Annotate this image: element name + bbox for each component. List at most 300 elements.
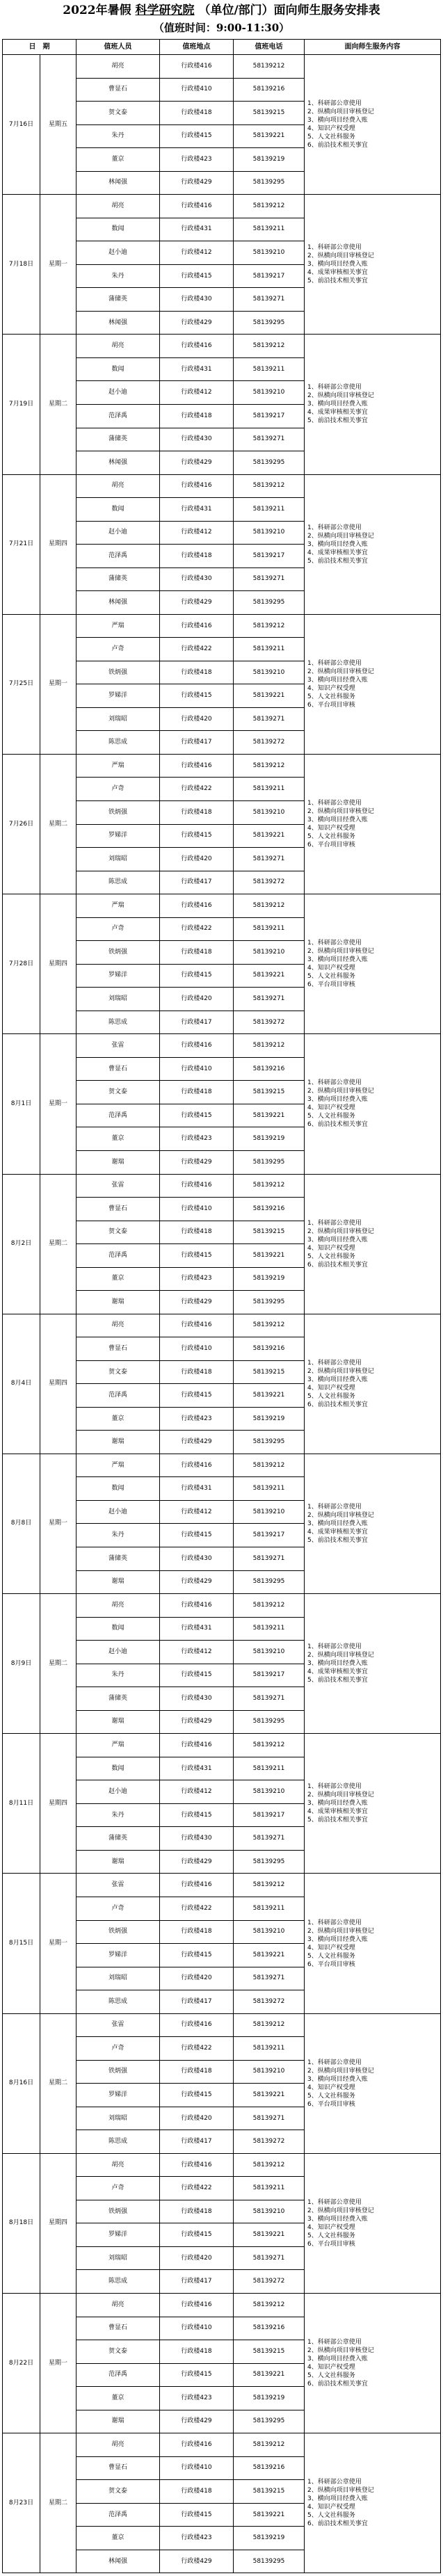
staff-name-cell: 赵小迪	[76, 241, 160, 265]
phone-cell: 58139215	[234, 1221, 305, 1244]
location-cell: 行政楼417	[160, 1011, 234, 1034]
weekday-cell: 星期一	[40, 1034, 76, 1174]
staff-name-cell: 贺文泰	[76, 2480, 160, 2504]
phone-cell: 58139221	[234, 1944, 305, 1967]
phone-cell: 58139271	[234, 1827, 305, 1851]
phone-cell: 58139271	[234, 2107, 305, 2130]
staff-name-cell: 贺文泰	[76, 1081, 160, 1104]
location-cell: 行政楼431	[160, 357, 234, 381]
location-cell: 行政楼416	[160, 474, 234, 498]
location-cell: 行政楼416	[160, 195, 234, 218]
location-cell: 行政楼417	[160, 2270, 234, 2294]
weekday-cell: 星期二	[40, 2433, 76, 2573]
phone-cell: 58139217	[234, 545, 305, 568]
phone-cell: 58139211	[234, 1617, 305, 1641]
services-cell	[305, 2153, 441, 2293]
service-item: 3、横向项目经费入账	[307, 261, 368, 268]
location-cell: 行政楼429	[160, 311, 234, 335]
phone-cell: 58139219	[234, 1267, 305, 1291]
staff-name-cell: 朱丹	[76, 1524, 160, 1547]
phone-cell: 58139271	[234, 1967, 305, 1990]
service-item: 5、人文社科服务	[307, 1113, 355, 1120]
phone-cell: 58139295	[234, 171, 305, 195]
service-item: 3、横向项目经费入账	[307, 2075, 368, 2083]
staff-name-cell: 严瑞	[76, 614, 160, 638]
service-item: 4、知识产权受理	[307, 2223, 355, 2231]
location-cell: 行政楼415	[160, 1944, 234, 1967]
location-cell: 行政楼415	[160, 684, 234, 708]
phone-cell: 58139212	[234, 2013, 305, 2037]
location-cell: 行政楼422	[160, 2037, 234, 2061]
date-cell: 7月18日	[3, 195, 40, 335]
weekday-cell: 星期四	[40, 1734, 76, 1874]
phone-cell: 58139221	[234, 824, 305, 848]
date-cell: 8月4日	[3, 1314, 40, 1454]
staff-name-cell: 罗娣洋	[76, 2084, 160, 2107]
weekday-cell: 星期一	[40, 1454, 76, 1593]
service-item: 5、人文社科服务	[307, 693, 355, 700]
staff-name-cell: 罗娣洋	[76, 1944, 160, 1967]
header-location: 值班地点	[160, 40, 234, 55]
location-cell: 行政楼418	[160, 2340, 234, 2364]
service-item: 6、平台项目审核	[307, 2100, 355, 2108]
date-cell: 8月16日	[3, 2013, 40, 2153]
phone-cell: 58139211	[234, 218, 305, 241]
staff-name-cell: 铁炳强	[76, 801, 160, 825]
service-item: 5、前沿技术相关事宜	[307, 1536, 368, 1544]
staff-name-cell: 卢奇	[76, 638, 160, 661]
service-item: 1、科研部公章使用	[307, 800, 362, 807]
location-cell: 行政楼420	[160, 1967, 234, 1990]
phone-cell: 58139219	[234, 148, 305, 172]
staff-name-cell: 陈思成	[76, 2130, 160, 2154]
location-cell: 行政楼430	[160, 1547, 234, 1571]
service-item: 3、横向项目经费入账	[307, 1520, 368, 1527]
phone-cell: 58139219	[234, 2387, 305, 2410]
location-cell: 行政楼416	[160, 754, 234, 778]
location-cell: 行政楼410	[160, 1337, 234, 1361]
service-item: 3、横向项目经费入账	[307, 956, 368, 964]
staff-name-cell: 铁炳强	[76, 2060, 160, 2084]
staff-name-cell: 卢奇	[76, 2177, 160, 2200]
phone-cell: 58139216	[234, 78, 305, 102]
location-cell: 行政楼423	[160, 1127, 234, 1151]
location-cell: 行政楼430	[160, 288, 234, 312]
phone-cell: 58139295	[234, 311, 305, 335]
location-cell: 行政楼423	[160, 2387, 234, 2410]
service-item: 2、纵横向项目审核登记	[307, 668, 374, 675]
phone-cell: 58139215	[234, 1081, 305, 1104]
phone-cell: 58139221	[234, 1104, 305, 1127]
location-cell: 行政楼410	[160, 1198, 234, 1221]
phone-cell: 58139211	[234, 2177, 305, 2200]
phone-cell: 58139215	[234, 2340, 305, 2364]
phone-cell: 58139215	[234, 2480, 305, 2504]
services-cell	[305, 335, 441, 474]
location-cell: 行政楼416	[160, 1034, 234, 1058]
table-row	[3, 1874, 441, 1897]
staff-name-cell: 董京	[76, 1127, 160, 1151]
location-cell: 行政楼418	[160, 1081, 234, 1104]
service-item: 4、知识产权受理	[307, 965, 355, 972]
location-cell: 行政楼415	[160, 2363, 234, 2387]
service-item: 6、平台项目审核	[307, 2240, 355, 2248]
service-item: 3、横向项目经费入账	[307, 1660, 368, 1668]
location-cell: 行政楼420	[160, 988, 234, 1011]
service-item: 3、横向项目经费入账	[307, 1376, 368, 1383]
location-cell: 行政楼420	[160, 2107, 234, 2130]
service-item: 5、前沿技术相关事宜	[307, 417, 368, 425]
phone-cell: 58139211	[234, 778, 305, 801]
date-cell: 8月11日	[3, 1734, 40, 1874]
phone-cell: 58139210	[234, 1920, 305, 1944]
service-item: 1、科研部公章使用	[307, 1219, 362, 1227]
services-cell	[305, 754, 441, 894]
service-item: 6、前沿技术相关事宜	[307, 142, 368, 150]
staff-name-cell: 蒲储英	[76, 288, 160, 312]
staff-name-cell: 曹显石	[76, 78, 160, 102]
location-cell: 行政楼416	[160, 2153, 234, 2177]
location-cell: 行政楼422	[160, 917, 234, 941]
weekday-cell: 星期二	[40, 754, 76, 894]
weekday-cell: 星期二	[40, 1174, 76, 1314]
staff-name-cell: 数闻	[76, 1757, 160, 1780]
location-cell: 行政楼418	[160, 801, 234, 825]
service-item: 6、前沿技术相关事宜	[307, 1261, 368, 1269]
phone-cell: 58139212	[234, 1454, 305, 1477]
service-item: 4、知识产权受理	[307, 825, 355, 832]
phone-cell: 58139221	[234, 684, 305, 708]
staff-name-cell: 胡亮	[76, 55, 160, 79]
staff-name-cell: 贺文泰	[76, 1360, 160, 1384]
schedule-table	[2, 39, 441, 2573]
staff-name-cell: 铁炳强	[76, 1920, 160, 1944]
table-row	[3, 614, 441, 638]
service-item: 1、科研部公章使用	[307, 100, 362, 108]
service-item: 4、知识产权受理	[307, 125, 355, 133]
location-cell: 行政楼431	[160, 1477, 234, 1501]
service-item: 2、纵横向项目审核登记	[307, 532, 374, 540]
phone-cell: 58139211	[234, 917, 305, 941]
date-cell: 7月19日	[3, 335, 40, 474]
service-item: 2、纵横向项目审核登记	[307, 1511, 374, 1519]
staff-name-cell: 贺文泰	[76, 1221, 160, 1244]
staff-name-cell: 胡亮	[76, 335, 160, 358]
service-item: 1、科研部公章使用	[307, 2339, 362, 2346]
services-cell	[305, 55, 441, 195]
location-cell: 行政楼431	[160, 1757, 234, 1780]
phone-cell: 58139272	[234, 1011, 305, 1034]
phone-cell: 58139295	[234, 1850, 305, 1874]
service-item: 2、纵横向项目审核登记	[307, 1227, 374, 1235]
service-item: 4、知识产权受理	[307, 1944, 355, 1951]
table-row	[3, 2013, 441, 2037]
table-header-row	[3, 40, 441, 55]
staff-name-cell: 蒲储英	[76, 1827, 160, 1851]
location-cell: 行政楼416	[160, 55, 234, 79]
phone-cell: 58139216	[234, 2317, 305, 2340]
phone-cell: 58139211	[234, 1897, 305, 1920]
service-item: 2、纵横向项目审核登记	[307, 1927, 374, 1935]
location-cell: 行政楼431	[160, 498, 234, 522]
header-phone: 值班电话	[234, 40, 305, 55]
phone-cell: 58139295	[234, 1570, 305, 1594]
location-cell: 行政楼418	[160, 545, 234, 568]
phone-cell: 58139295	[234, 2410, 305, 2433]
services-cell	[305, 195, 441, 335]
location-cell: 行政楼417	[160, 731, 234, 755]
service-item: 3、横向项目经费入账	[307, 117, 368, 124]
phone-cell: 58139295	[234, 1291, 305, 1314]
services-cell	[305, 1314, 441, 1454]
phone-cell: 58139272	[234, 1990, 305, 2014]
service-item: 5、人文社科服务	[307, 1952, 355, 1960]
location-cell: 行政楼429	[160, 2550, 234, 2573]
service-item: 1、科研部公章使用	[307, 524, 362, 531]
service-item: 3、横向项目经费入账	[307, 2215, 368, 2223]
phone-cell: 58139271	[234, 707, 305, 731]
staff-name-cell: 蒲储英	[76, 1687, 160, 1711]
location-cell: 行政楼423	[160, 148, 234, 172]
location-cell: 行政楼429	[160, 591, 234, 615]
location-cell: 行政楼415	[160, 1384, 234, 1408]
staff-name-cell: 谢瑞	[76, 1850, 160, 1874]
service-item: 4、成果审核相关事宜	[307, 549, 368, 556]
service-item: 2、纵横向项目审核登记	[307, 108, 374, 116]
staff-name-cell: 蒲储英	[76, 567, 160, 591]
location-cell: 行政楼418	[160, 102, 234, 125]
staff-name-cell: 胡亮	[76, 1314, 160, 1337]
services-cell	[305, 2013, 441, 2153]
phone-cell: 58139295	[234, 1431, 305, 1454]
staff-name-cell: 刘瑞昭	[76, 707, 160, 731]
service-item: 5、人文社科服务	[307, 2372, 355, 2380]
staff-name-cell: 罗娣洋	[76, 964, 160, 988]
staff-name-cell: 刘瑞昭	[76, 2107, 160, 2130]
staff-name-cell: 陈思成	[76, 1990, 160, 2014]
date-cell: 8月18日	[3, 2153, 40, 2293]
service-item: 5、前沿技术相关事宜	[307, 1817, 368, 1824]
service-item: 1、科研部公章使用	[307, 1503, 362, 1511]
phone-cell: 58139210	[234, 381, 305, 405]
weekday-cell: 星期一	[40, 1874, 76, 2013]
location-cell: 行政楼415	[160, 2223, 234, 2247]
staff-name-cell: 胡亮	[76, 1594, 160, 1618]
phone-cell: 58139212	[234, 1734, 305, 1757]
weekday-cell: 星期二	[40, 335, 76, 474]
table-row	[3, 1734, 441, 1757]
location-cell: 行政楼430	[160, 567, 234, 591]
staff-name-cell: 赵小迪	[76, 1780, 160, 1804]
staff-name-cell: 范泽禹	[76, 1384, 160, 1408]
staff-name-cell: 谢瑞	[76, 2410, 160, 2433]
phone-cell: 58139271	[234, 288, 305, 312]
title-unit: 科学研究院	[135, 3, 195, 17]
table-body	[3, 55, 441, 2573]
table-row	[3, 2294, 441, 2317]
location-cell: 行政楼410	[160, 78, 234, 102]
location-cell: 行政楼423	[160, 1407, 234, 1431]
table-row	[3, 754, 441, 778]
location-cell: 行政楼416	[160, 2294, 234, 2317]
table-row	[3, 55, 441, 79]
services-cell	[305, 2433, 441, 2573]
location-cell: 行政楼416	[160, 2433, 234, 2457]
service-item: 1、科研部公章使用	[307, 1079, 362, 1087]
staff-name-cell: 范泽禹	[76, 404, 160, 428]
location-cell: 行政楼422	[160, 778, 234, 801]
weekday-cell: 星期二	[40, 1594, 76, 1734]
phone-cell: 58139221	[234, 1384, 305, 1408]
staff-name-cell: 胡亮	[76, 474, 160, 498]
location-cell: 行政楼429	[160, 171, 234, 195]
staff-name-cell: 罗娣洋	[76, 684, 160, 708]
phone-cell: 58139272	[234, 2270, 305, 2294]
service-item: 4、知识产权受理	[307, 2084, 355, 2091]
duty-time: （值班时间：9:00-11:30）	[153, 22, 290, 34]
phone-cell: 58139271	[234, 988, 305, 1011]
date-cell: 7月16日	[3, 55, 40, 195]
location-cell: 行政楼412	[160, 1780, 234, 1804]
service-item: 4、成果审核相关事宜	[307, 409, 368, 417]
service-item: 3、横向项目经费入账	[307, 816, 368, 824]
phone-cell: 58139210	[234, 2060, 305, 2084]
location-cell: 行政楼415	[160, 1104, 234, 1127]
location-cell: 行政楼418	[160, 1920, 234, 1944]
service-item: 4、知识产权受理	[307, 2504, 355, 2511]
location-cell: 行政楼430	[160, 1827, 234, 1851]
staff-name-cell: 卢奇	[76, 778, 160, 801]
phone-cell: 58139212	[234, 1874, 305, 1897]
location-cell: 行政楼416	[160, 1874, 234, 1897]
location-cell: 行政楼416	[160, 1734, 234, 1757]
service-item: 3、横向项目经费入账	[307, 676, 368, 684]
service-item: 2、纵横向项目审核登记	[307, 2487, 374, 2495]
staff-name-cell: 胡亮	[76, 2294, 160, 2317]
table-row	[3, 335, 441, 358]
location-cell: 行政楼420	[160, 707, 234, 731]
service-item: 5、人文社科服务	[307, 2092, 355, 2100]
service-item: 5、人文社科服务	[307, 973, 355, 981]
service-item: 5、人文社科服务	[307, 833, 355, 841]
location-cell: 行政楼410	[160, 1057, 234, 1081]
phone-cell: 58139212	[234, 1174, 305, 1198]
phone-cell: 58139216	[234, 1057, 305, 1081]
services-cell	[305, 1454, 441, 1593]
location-cell: 行政楼415	[160, 264, 234, 288]
service-item: 1、科研部公章使用	[307, 2479, 362, 2486]
date-cell: 7月28日	[3, 894, 40, 1034]
phone-cell: 58139212	[234, 335, 305, 358]
staff-name-cell: 刘瑞昭	[76, 988, 160, 1011]
staff-name-cell: 张雷	[76, 1034, 160, 1058]
staff-name-cell: 董京	[76, 2527, 160, 2550]
phone-cell: 58139211	[234, 1757, 305, 1780]
service-item: 4、知识产权受理	[307, 1244, 355, 1252]
location-cell: 行政楼416	[160, 1174, 234, 1198]
staff-name-cell: 刘瑞昭	[76, 848, 160, 871]
staff-name-cell: 曹显石	[76, 2317, 160, 2340]
weekday-cell: 星期四	[40, 2153, 76, 2293]
service-item: 1、科研部公章使用	[307, 1359, 362, 1367]
location-cell: 行政楼430	[160, 1687, 234, 1711]
service-item: 4、知识产权受理	[307, 684, 355, 692]
staff-name-cell: 范泽禹	[76, 2503, 160, 2527]
weekday-cell: 星期一	[40, 2294, 76, 2433]
date-cell: 7月21日	[3, 474, 40, 614]
phone-cell: 58139212	[234, 195, 305, 218]
service-item: 1、科研部公章使用	[307, 244, 362, 252]
staff-name-cell: 谢瑞	[76, 1710, 160, 1734]
location-cell: 行政楼431	[160, 1617, 234, 1641]
location-cell: 行政楼423	[160, 2527, 234, 2550]
service-item: 1、科研部公章使用	[307, 1919, 362, 1926]
header-date: 日 期	[3, 40, 76, 55]
staff-name-cell: 林闻强	[76, 311, 160, 335]
staff-name-cell: 董京	[76, 1267, 160, 1291]
phone-cell: 58139295	[234, 451, 305, 475]
location-cell: 行政楼416	[160, 1454, 234, 1477]
weekday-cell: 星期一	[40, 195, 76, 335]
table-row	[3, 1034, 441, 1058]
phone-cell: 58139271	[234, 2246, 305, 2270]
staff-name-cell: 曹显石	[76, 1057, 160, 1081]
table-row	[3, 1594, 441, 1618]
staff-name-cell: 曹显石	[76, 2456, 160, 2480]
service-item: 2、纵横向项目审核登记	[307, 252, 374, 260]
service-item: 3、横向项目经费入账	[307, 2495, 368, 2503]
phone-cell: 58139272	[234, 2130, 305, 2154]
service-item: 6、前沿技术相关事宜	[307, 2381, 368, 2388]
staff-name-cell: 范泽禹	[76, 1244, 160, 1268]
phone-cell: 58139221	[234, 2223, 305, 2247]
staff-name-cell: 谢瑞	[76, 1570, 160, 1594]
staff-name-cell: 张雷	[76, 2013, 160, 2037]
location-cell: 行政楼416	[160, 894, 234, 918]
phone-cell: 58139295	[234, 591, 305, 615]
staff-name-cell: 胡亮	[76, 195, 160, 218]
table-row	[3, 894, 441, 918]
date-cell: 8月2日	[3, 1174, 40, 1314]
date-cell: 8月8日	[3, 1454, 40, 1593]
location-cell: 行政楼429	[160, 1850, 234, 1874]
staff-name-cell: 铁炳强	[76, 941, 160, 965]
location-cell: 行政楼410	[160, 2317, 234, 2340]
phone-cell: 58139271	[234, 1687, 305, 1711]
staff-name-cell: 卢奇	[76, 1897, 160, 1920]
phone-cell: 58139271	[234, 1547, 305, 1571]
phone-cell: 58139212	[234, 754, 305, 778]
phone-cell: 58139211	[234, 357, 305, 381]
service-item: 3、横向项目经费入账	[307, 1096, 368, 1104]
phone-cell: 58139211	[234, 2037, 305, 2061]
phone-cell: 58139219	[234, 1127, 305, 1151]
services-cell	[305, 2294, 441, 2433]
staff-name-cell: 曹显石	[76, 1337, 160, 1361]
staff-name-cell: 严瑞	[76, 754, 160, 778]
location-cell: 行政楼431	[160, 218, 234, 241]
staff-name-cell: 严瑞	[76, 894, 160, 918]
service-item: 1、科研部公章使用	[307, 2059, 362, 2066]
phone-cell: 58139221	[234, 964, 305, 988]
staff-name-cell: 赵小迪	[76, 1500, 160, 1524]
weekday-cell: 星期一	[40, 614, 76, 754]
service-item: 5、人文社科服务	[307, 134, 355, 141]
phone-cell: 58139212	[234, 1314, 305, 1337]
service-item: 2、纵横向项目审核登记	[307, 1367, 374, 1375]
phone-cell: 58139271	[234, 428, 305, 451]
staff-name-cell: 朱丹	[76, 124, 160, 148]
